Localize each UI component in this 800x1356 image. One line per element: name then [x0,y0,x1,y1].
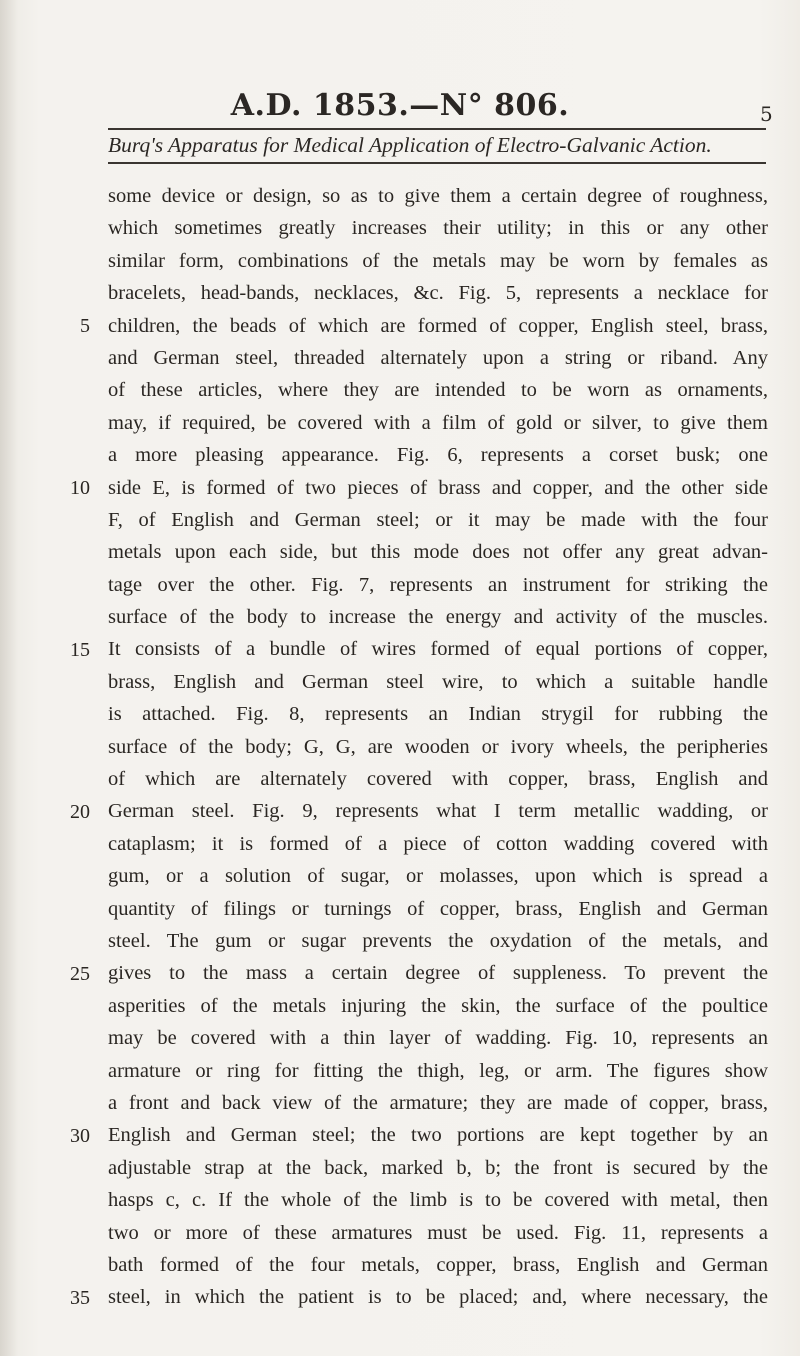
text-line: which sometimes greatly increases their utility; in this or any other [108,217,768,240]
text-line: bath formed of the four metals, copper, brass, English and German [108,1253,768,1276]
text-line: surface of the body; G, G, are wooden or ivory wheels, the peripheries [108,735,768,758]
margin-line-number: 35 [70,1286,90,1309]
header-rule-bottom [108,162,766,164]
header-title: A.D. 1853.—N° 806. [230,88,570,123]
margin-line-number: 10 [70,476,90,499]
text-line: asperities of the metals injuring the skin, the surface of the poultice [108,994,768,1017]
text-line: a more pleasing appearance. Fig. 6, represents a corset busk; one [108,444,768,467]
margin-line-number: 5 [80,314,90,337]
margin-line-number: 25 [70,962,90,985]
text-line: surface of the body to increase the energy and activity of the muscles. [108,606,768,629]
margin-line-number: 20 [70,800,90,823]
text-line: bracelets, head-bands, necklaces, &c. Fig. 5, represents a necklace for [108,282,768,305]
running-head [0,88,800,123]
page-edge-shadow [0,0,18,1356]
page-number: 5 [760,102,773,126]
text-line: a front and back view of the armature; they are made of copper, brass, [108,1091,768,1114]
text-line: steel, in which the patient is to be placed; and, where necessary, the [108,1286,768,1309]
text-line: children, the beads of which are formed of copper, English steel, brass, [108,314,768,337]
margin-line-number: 30 [70,1124,90,1147]
text-line: metals upon each side, but this mode does not offer any great advan- [108,541,768,564]
text-line: English and German steel; the two portions are kept together by an [108,1124,768,1147]
text-line: side E, is formed of two pieces of brass and copper, and the other side [108,476,768,499]
text-line: gum, or a solution of sugar, or molasses, upon which is spread a [108,865,768,888]
text-line: tage over the other. Fig. 7, represents an instrument for striking the [108,573,768,596]
text-line: of these articles, where they are intended to be worn as ornaments, [108,379,768,402]
text-line: steel. The gum or sugar prevents the oxydation of the metals, and [108,929,768,952]
text-line: similar form, combinations of the metals may be worn by females as [108,249,768,272]
text-line: may be covered with a thin layer of wadding. Fig. 10, represents an [108,1027,768,1050]
text-line: cataplasm; it is formed of a piece of cotton wadding covered with [108,832,768,855]
text-line: It consists of a bundle of wires formed of equal portions of copper, [108,638,768,661]
text-line: gives to the mass a certain degree of suppleness. To prevent the [108,962,768,985]
text-line: and German steel, threaded alternately upon a string or riband. Any [108,346,768,369]
text-line: of which are alternately covered with copper, brass, English and [108,768,768,791]
text-line: German steel. Fig. 9, represents what I term metallic wadding, or [108,800,768,823]
body-text [108,180,768,1314]
text-line: F, of English and German steel; or it may be made with the four [108,508,768,531]
text-line: is attached. Fig. 8, represents an Indian strygil for rubbing the [108,703,768,726]
header-subtitle: Burq's Apparatus for Medical Application of Electro-Galvanic Action. [108,133,712,157]
text-line: two or more of these armatures must be used. Fig. 11, represents a [108,1221,768,1244]
text-line: adjustable strap at the back, marked b, b; the front is secured by the [108,1156,768,1179]
text-line: quantity of filings or turnings of copper, brass, English and German [108,897,768,920]
text-line: armature or ring for fitting the thigh, leg, or arm. The figures show [108,1059,768,1082]
text-line: hasps c, c. If the whole of the limb is to be covered with metal, then [108,1189,768,1212]
text-line: some device or design, so as to give them a certain degree of roughness, [108,185,768,207]
text-line: may, if required, be covered with a film of gold or silver, to give them [108,411,768,434]
margin-line-number: 15 [70,638,90,661]
text-line: brass, English and German steel wire, to which a suitable handle [108,670,768,693]
